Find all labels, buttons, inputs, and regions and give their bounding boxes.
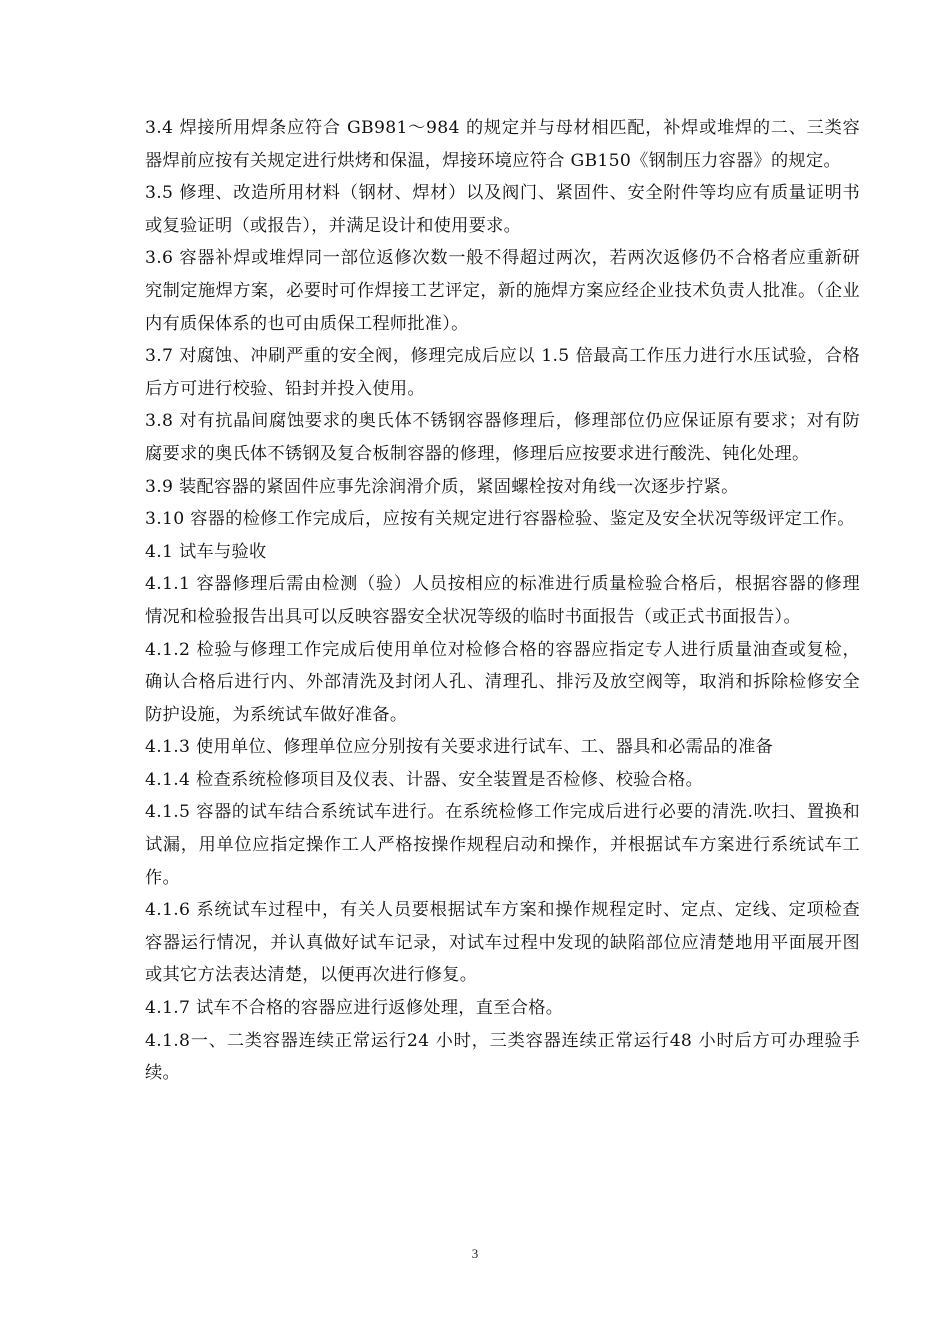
- paragraph-3-9: 3.9 装配容器的紧固件应事先涂润滑介质，紧固螺栓按对角线一次逐步拧紧。: [145, 476, 739, 497]
- paragraph-4-1-3: 4.1.3 使用单位、修理单位应分别按有关要求进行试车、工、器具和必需品的准备: [145, 737, 774, 758]
- paragraph-4-1-6: 4.1.6 系统试车过程中，有关人员要根据试车方案和操作规程定时、定点、定线、定项检查容器运行情况，并认真做好试车记录，对试车过程中发现的缺陷部位应清楚地用平面展开图或其它方法表达清楚，以便再次进行修复。: [145, 900, 860, 986]
- page-number: 3: [471, 1246, 479, 1261]
- paragraph-4-1-5: 4.1.5 容器的试车结合系统试车进行。在系统检修工作完成后进行必要的清洗.吹扫、置换和试漏，用单位应指定操作工人严格按操作规程启动和操作，并根据试车方案进行系统试车工作。: [145, 802, 860, 888]
- paragraph-3-7: 3.7 对腐蚀、冲刷严重的安全阀，修理完成后应以 1.5 倍最高工作压力进行水压试验，合格后方可进行校验、铅封并投入使用。: [145, 346, 860, 399]
- paragraph-4-1-4: 4.1.4 检查系统检修项目及仪表、计器、安全装置是否检修、校验合格。: [145, 769, 704, 790]
- section-heading-4-1: 4.1 试车与验收: [145, 541, 267, 562]
- paragraph-4-1-7: 4.1.7 试车不合格的容器应进行返修处理，直至合格。: [145, 998, 564, 1019]
- document-body: [145, 112, 860, 1090]
- paragraph-3-5: 3.5 修理、改造所用材料（钢材、焊材）以及阀门、紧固件、安全附件等均应有质量证明书或复验证明（或报告），并满足设计和使用要求。: [145, 183, 860, 236]
- paragraph-3-10: 3.10 容器的检修工作完成后，应按有关规定进行容器检验、鉴定及安全状况等级评定工作。: [145, 509, 855, 530]
- paragraph-4-1-1: 4.1.1 容器修理后需由检测（验）人员按相应的标准进行质量检验合格后，根据容器的修理情况和检验报告出具可以反映容器安全状况等级的临时书面报告（或正式书面报告）。: [145, 574, 860, 627]
- paragraph-3-4: 3.4 焊接所用焊条应符合 GB981～984 的规定并与母材相匹配，补焊或堆焊的二、三类容器焊前应按有关规定进行烘烤和保温，焊接环境应符合 GB150《钢制压力容器》的规定。: [145, 118, 860, 171]
- paragraph-4-1-8: 4.1.8一、二类容器连续正常运行24 小时，三类容器连续正常运行48 小时后方可办理验手续。: [145, 1030, 860, 1084]
- paragraph-3-8: 3.8 对有抗晶间腐蚀要求的奥氏体不锈钢容器修理后，修理部位仍应保证原有要求；对有防腐要求的奥氏体不锈钢及复合板制容器的修理，修理后应按要求进行酸洗、钝化处理。: [145, 411, 860, 464]
- paragraph-4-1-2: 4.1.2 检验与修理工作完成后使用单位对检修合格的容器应指定专人进行质量油查或复检，确认合格后进行内、外部清洗及封闭人孔、清理孔、排污及放空阀等，取消和拆除检修安全防护设施，为系统试车做好准备。: [145, 639, 860, 725]
- paragraph-3-6: 3.6 容器补焊或堆焊同一部位返修次数一般不得超过两次，若两次返修仍不合格者应重新研究制定施焊方案，必要时可作焊接工艺评定，新的施焊方案应经企业技术负责人批准。（企业内有质保体系的也可由质保工程师批准）。: [145, 248, 860, 334]
